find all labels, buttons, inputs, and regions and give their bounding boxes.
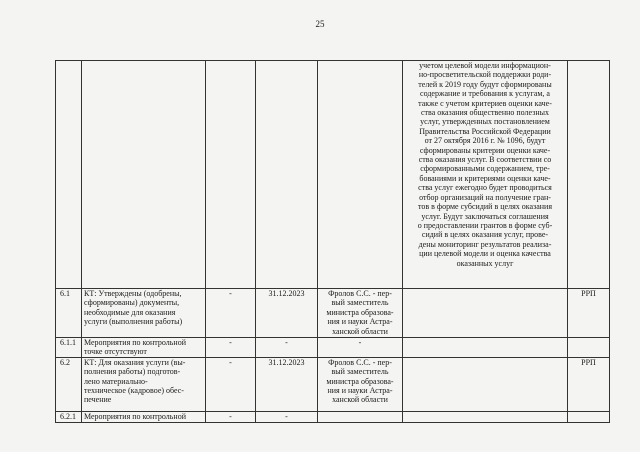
cell-doc: [568, 61, 610, 289]
cell-doc: РРП: [568, 357, 610, 411]
result-text-line: услуг, утвержденных постановлением: [420, 117, 550, 127]
result-text-line: тов в форме субсидий в целях оказания: [417, 202, 553, 212]
plan-table: [55, 60, 610, 423]
cell-result: [403, 411, 568, 422]
name-text-line: техническое (кадровое) обес-: [84, 386, 184, 396]
result-text-line: дены мониторинг результатов реализа-: [418, 239, 552, 249]
cell-start: -: [206, 338, 256, 358]
cell-start: -: [206, 357, 256, 411]
cell-name: [82, 357, 206, 411]
result-text-line: также с учетом критериев оценки каче-: [418, 98, 552, 108]
table-row: [56, 357, 610, 411]
result-text-line: но-просветительской поддержки роди-: [418, 70, 552, 80]
cell-result: [403, 61, 568, 289]
result-text-line: о предоставлении грантов в форме суб-: [417, 220, 553, 230]
page-number: 25: [315, 19, 325, 29]
name-text-line: КТ: Для оказания услуги (вы-: [84, 357, 186, 367]
result-text-line: от 27 октября 2016 г. № 1096, будут: [424, 136, 546, 146]
cell-responsible: [318, 289, 403, 338]
result-text-line: ства оказания услуг. В соответствии со: [418, 155, 552, 165]
name-text-line: необходимые для оказания: [84, 307, 176, 317]
cell-date: 31.12.2023: [256, 357, 318, 411]
responsible-text-line: вый заместитель: [331, 367, 389, 377]
name-text-line: полнения работы) подготов-: [84, 367, 181, 377]
cell-responsible: [318, 338, 403, 358]
cell-doc: РРП: [568, 289, 610, 338]
cell-date: -: [256, 411, 318, 422]
responsible-text-line: ханской области: [332, 395, 388, 405]
cell-date: 31.12.2023: [256, 289, 318, 338]
result-text-line: услуг. Будут заключаться соглашения: [421, 211, 549, 221]
cell-name: [82, 289, 206, 338]
cell-doc: [568, 411, 610, 422]
cell-date: [256, 61, 318, 289]
cell-start: -: [206, 289, 256, 338]
result-text-line: ства услуг ежегодно будет проводиться: [418, 183, 552, 193]
responsible-text-line: ния и науки Астра-: [327, 317, 393, 327]
cell-num: 6.1.1: [56, 338, 82, 358]
result-text-line: бованиями и критериями оценки каче-: [419, 173, 551, 183]
cell-responsible: [318, 61, 403, 289]
responsible-text-line: министра образова-: [326, 307, 394, 317]
result-text-line: содержание и требования к услугам, а: [420, 89, 550, 99]
cell-name: [82, 411, 206, 422]
responsible-text-line: Фролов С.С. - пер-: [328, 357, 392, 367]
cell-num: [56, 61, 82, 289]
result-text-line: Правительства Российской Федерации: [419, 126, 551, 136]
cell-num: 6.2: [56, 357, 82, 411]
table-row: [56, 338, 610, 358]
cell-result: [403, 338, 568, 358]
responsible-text-line: -: [358, 338, 362, 347]
cell-date: -: [256, 338, 318, 358]
name-text-line: Мероприятия по контрольной: [84, 338, 186, 347]
result-text-line: сидий в целях оказания услуг, прове-: [421, 230, 549, 240]
result-text-line: ства оказания общественно полезных: [420, 108, 550, 118]
responsible-text-line: министра образова-: [326, 376, 394, 386]
result-text-line: учетом целевой модели информацион-: [419, 61, 551, 70]
cell-name: [82, 338, 206, 358]
responsible-text-line: ханской области: [332, 326, 388, 336]
cell-doc: [568, 338, 610, 358]
cell-start: [206, 61, 256, 289]
cell-name: [82, 61, 206, 289]
result-text-line: сформированными содержанием, тре-: [420, 164, 550, 174]
result-text-line: оказанных услуг: [456, 258, 514, 268]
name-text-line: лено материально-: [84, 376, 148, 386]
result-text-line: отбор организаций на получение гран-: [419, 192, 551, 202]
name-text-line: Мероприятия по контрольной: [84, 411, 186, 421]
cell-result: [403, 289, 568, 338]
name-text-line: сформированы) документы,: [84, 298, 180, 308]
cell-num: 6.1: [56, 289, 82, 338]
result-text-line: ции целевой модели и оценка качества: [419, 249, 551, 259]
table-row: [56, 289, 610, 338]
name-text-line: КТ: Утверждены (одобрены,: [84, 289, 182, 298]
cell-num: 6.2.1: [56, 411, 82, 422]
cell-start: -: [206, 411, 256, 422]
name-text-line: печение: [84, 395, 112, 405]
responsible-text-line: Фролов С.С. - пер-: [328, 289, 392, 298]
responsible-text-line: вый заместитель: [331, 298, 389, 308]
cell-result: [403, 357, 568, 411]
name-text-line: услуги (выполнения работы): [84, 317, 183, 327]
name-text-line: точке отсутствуют: [84, 347, 147, 357]
result-text-line: телей к 2019 году будут сформированы: [418, 79, 552, 89]
table-row-continued: [56, 61, 610, 289]
cell-responsible: [318, 357, 403, 411]
responsible-text-line: ния и науки Астра-: [327, 386, 393, 396]
table-row: [56, 411, 610, 422]
result-text-line: сформированы критерии оценки каче-: [419, 145, 551, 155]
cell-responsible: [318, 411, 403, 422]
